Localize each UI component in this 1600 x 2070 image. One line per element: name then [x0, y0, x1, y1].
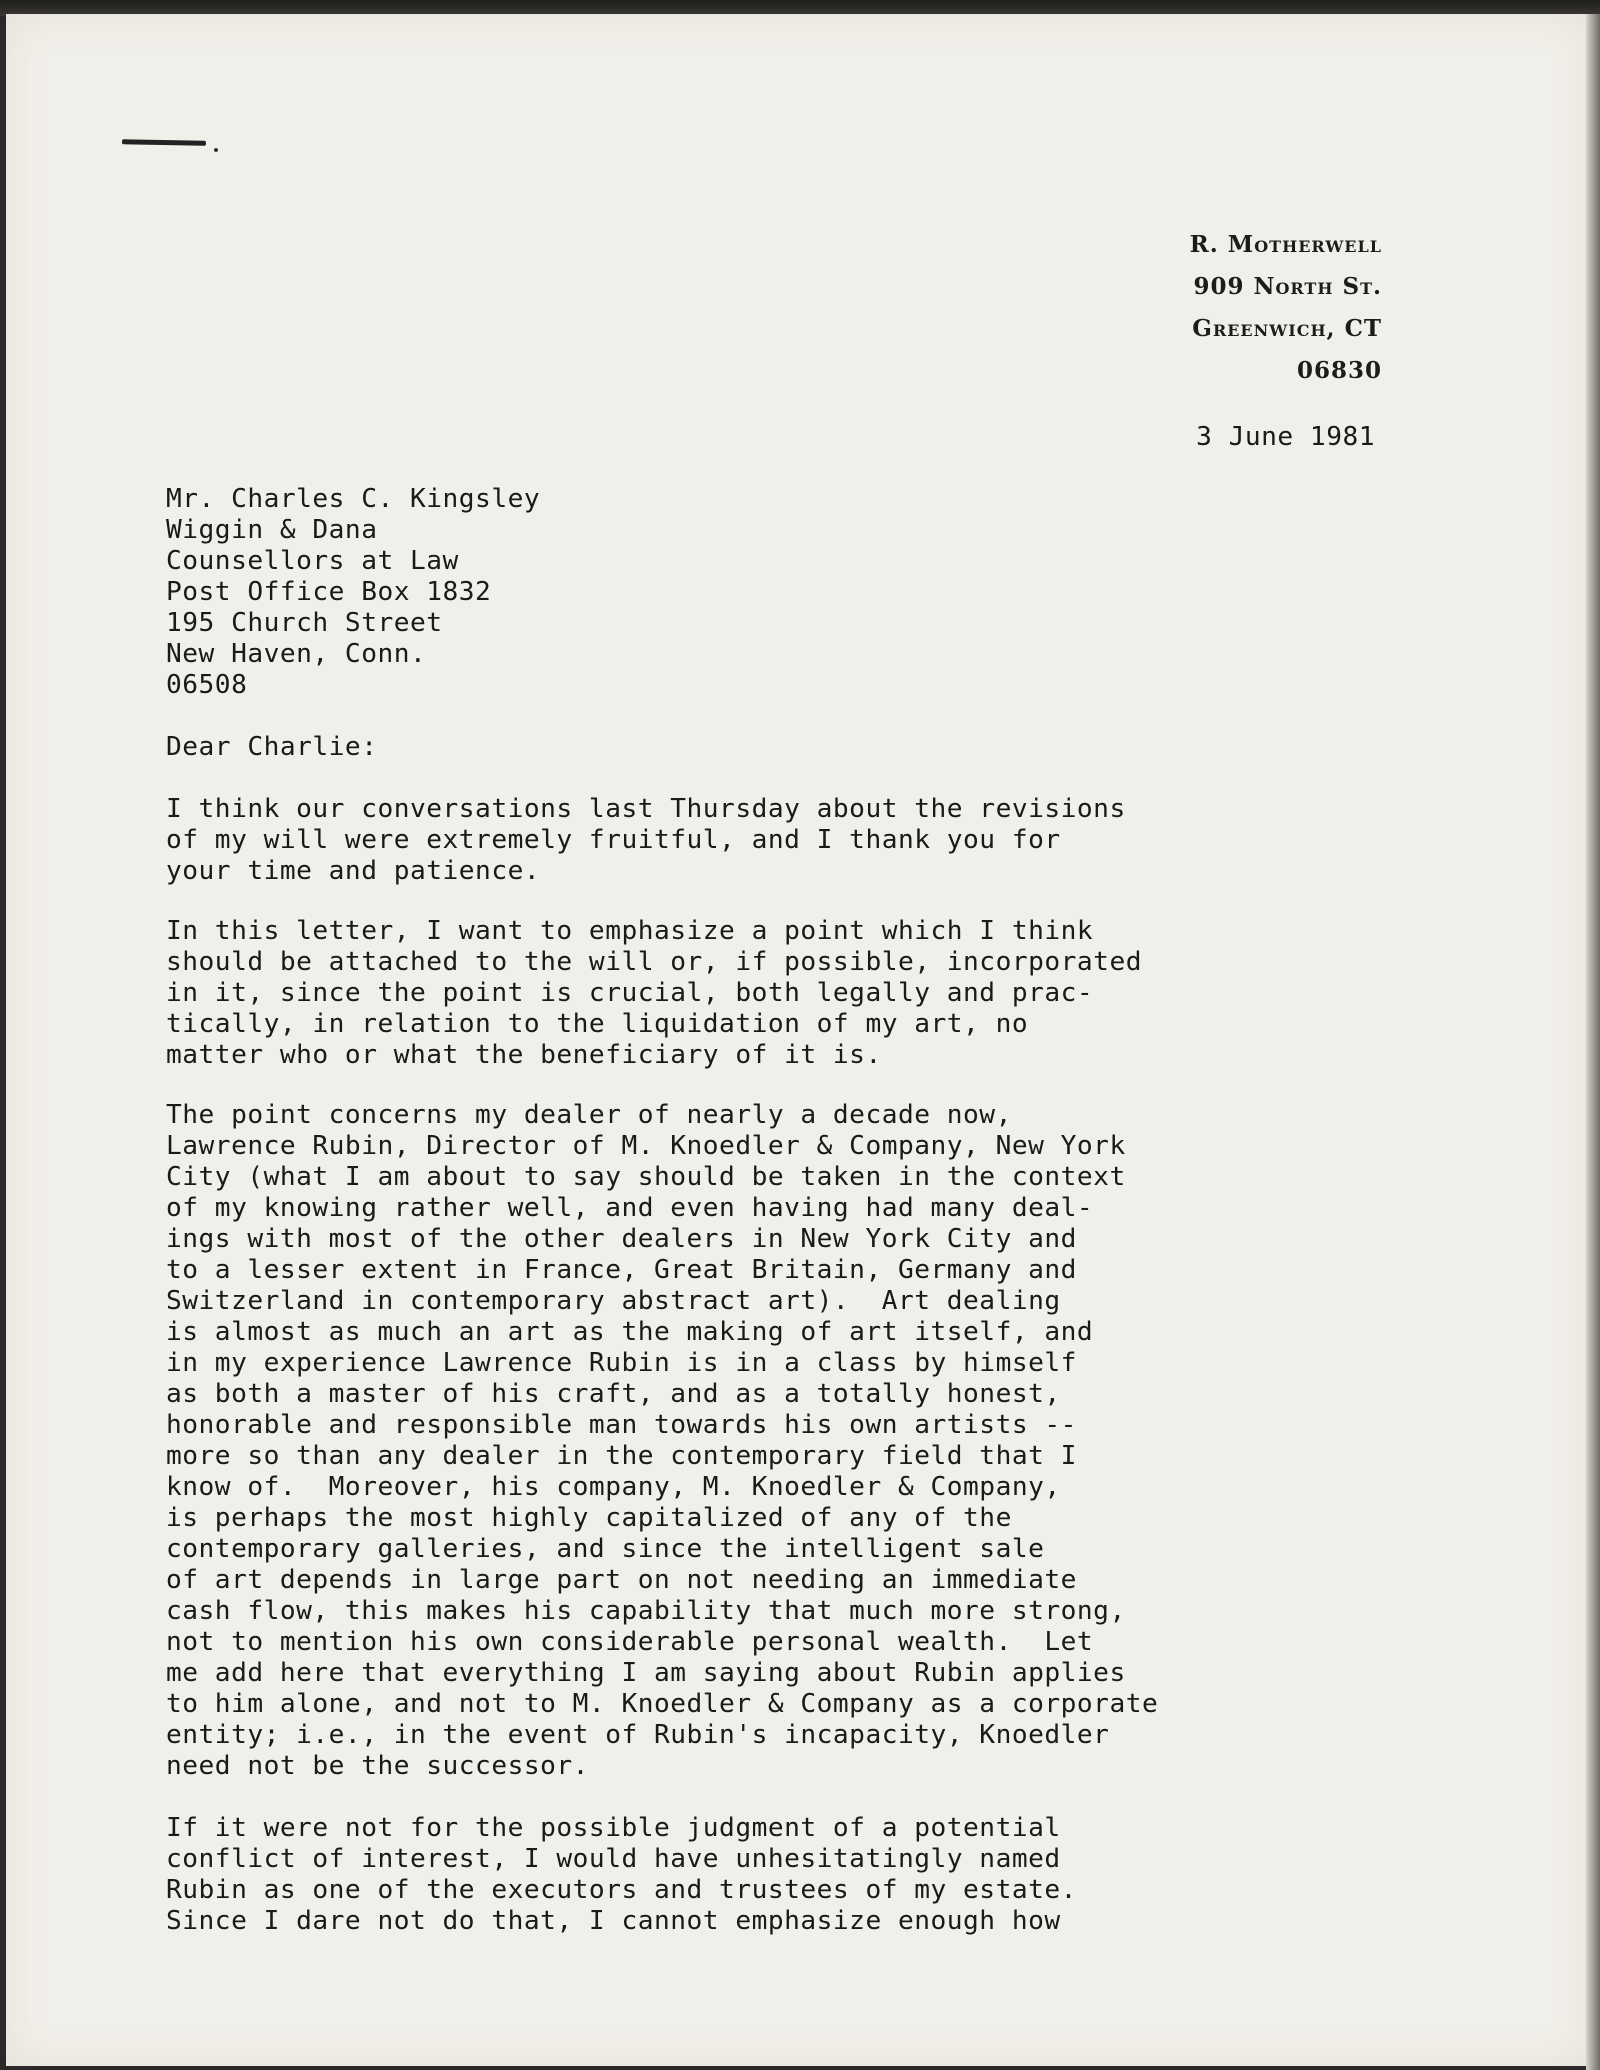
text-line: is almost as much an art as the making of art itself, and — [166, 1317, 1094, 1347]
letter-page — [6, 14, 1590, 2066]
text-line: matter who or what the beneficiary of it is. — [166, 1040, 882, 1070]
recipient-line: New Haven, Conn. — [166, 639, 427, 669]
recipient-address — [166, 484, 1326, 701]
text-line: contemporary galleries, and since the intelligent sale — [166, 1534, 1045, 1564]
text-line: The point concerns my dealer of nearly a decade now, — [166, 1100, 1012, 1130]
text-line: need not be the successor. — [166, 1751, 589, 1781]
salutation: Dear Charlie: — [166, 732, 378, 762]
text-line: know of. Moreover, his company, M. Knoedler & Company, — [166, 1472, 1061, 1502]
recipient-line: Counsellors at Law — [166, 546, 459, 576]
text-line: honorable and responsible man towards his own artists -- — [166, 1410, 1077, 1440]
letter-date: 3 June 1981 — [1196, 422, 1375, 452]
text-line: your time and patience. — [166, 856, 541, 886]
text-line: entity; i.e., in the event of Rubin's incapacity, Knoedler — [166, 1720, 1110, 1750]
pen-dot — [214, 148, 218, 152]
letterhead-zip: 06830 — [1296, 357, 1382, 384]
recipient-line: Mr. Charles C. Kingsley — [166, 484, 541, 514]
text-line: of art depends in large part on not needing an immediate — [166, 1565, 1077, 1595]
text-line: tically, in relation to the liquidation of my art, no — [166, 1009, 1029, 1039]
text-line: In this letter, I want to emphasize a point which I think — [166, 916, 1094, 946]
letterhead-street: 909 North St. — [1193, 273, 1382, 300]
recipient-line: 195 Church Street — [166, 608, 443, 638]
text-line: Lawrence Rubin, Director of M. Knoedler & Company, New York — [166, 1131, 1126, 1161]
text-line: is perhaps the most highly capitalized of any of the — [166, 1503, 1012, 1533]
letterhead-name: R. Motherwell — [1189, 231, 1382, 258]
text-line: conflict of interest, I would have unhesitatingly named — [166, 1844, 1061, 1874]
text-line: If it were not for the possible judgment of a potential — [166, 1813, 1061, 1843]
text-line: ings with most of the other dealers in New York City and — [166, 1224, 1077, 1254]
recipient-line: 06508 — [166, 670, 248, 700]
recipient-line: Post Office Box 1832 — [166, 577, 492, 607]
paragraph-3 — [166, 1100, 1326, 1782]
paragraph-1 — [166, 794, 1326, 887]
text-line: Rubin as one of the executors and trustees of my estate. — [166, 1875, 1077, 1905]
paragraph-2 — [166, 916, 1326, 1071]
text-line: Since I dare not do that, I cannot emphasize enough how — [166, 1906, 1061, 1936]
text-line: to him alone, and not to M. Knoedler & Company as a corporate — [166, 1689, 1159, 1719]
text-line: me add here that everything I am saying about Rubin applies — [166, 1658, 1126, 1688]
text-line: in my experience Lawrence Rubin is in a class by himself — [166, 1348, 1077, 1378]
letter-body — [166, 484, 1326, 1937]
text-line: should be attached to the will or, if possible, incorporated — [166, 947, 1142, 977]
text-line: City (what I am about to say should be taken in the context — [166, 1162, 1126, 1192]
text-line: more so than any dealer in the contemporary field that I — [166, 1441, 1077, 1471]
text-line: in it, since the point is crucial, both legally and prac- — [166, 978, 1094, 1008]
letterhead — [1190, 224, 1382, 392]
recipient-line: Wiggin & Dana — [166, 515, 378, 545]
text-line: Switzerland in contemporary abstract art). Art dealing — [166, 1286, 1061, 1316]
text-line: cash flow, this makes his capability that much more strong, — [166, 1596, 1126, 1626]
text-line: of my knowing rather well, and even having had many deal- — [166, 1193, 1094, 1223]
pen-mark — [122, 139, 206, 145]
text-line: of my will were extremely fruitful, and I thank you for — [166, 825, 1061, 855]
text-line: to a lesser extent in France, Great Britain, Germany and — [166, 1255, 1077, 1285]
text-line: I think our conversations last Thursday about the revisions — [166, 794, 1126, 824]
scan-right-edge — [1586, 14, 1600, 2070]
letterhead-city: Greenwich, CT — [1192, 315, 1382, 342]
paragraph-4 — [166, 1813, 1326, 1937]
text-line: not to mention his own considerable personal wealth. Let — [166, 1627, 1094, 1657]
text-line: as both a master of his craft, and as a totally honest, — [166, 1379, 1061, 1409]
